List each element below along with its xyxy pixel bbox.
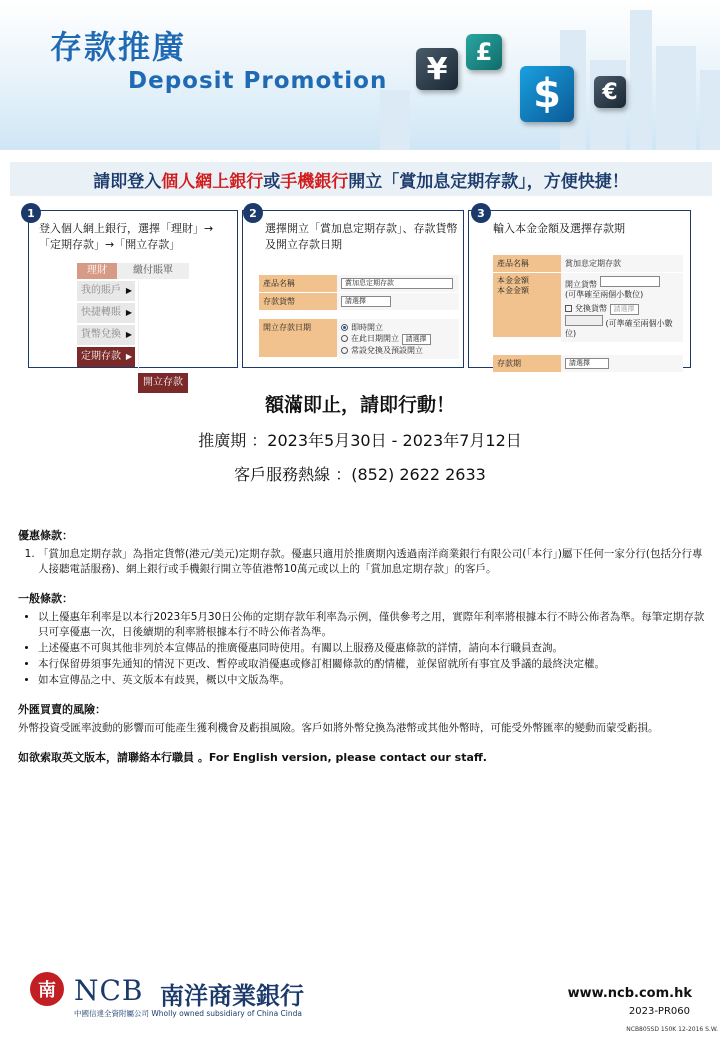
document-code: 2023-PR060 [628,1006,690,1017]
menu-illustration [77,263,219,388]
period-select: 請選擇 [565,358,609,369]
menu-item: 快捷轉賬 ▶ [77,303,135,323]
step-number: 3 [471,203,491,223]
step-3-panel [468,206,691,368]
form-label: 開立存款日期 [259,319,337,357]
menu-tab-bills: 繳付賬單 [117,263,189,279]
building-shape [380,90,410,150]
triangle-right-icon: ▶ [125,330,132,339]
step-number: 2 [243,203,263,223]
form-label: 產品名稱 [259,275,337,292]
general-terms-title: 一般條款： [18,592,73,605]
form-label: 存款貨幣 [259,293,337,310]
dollar-icon: $ [520,66,574,122]
menu-item-selected: 定期存款 ▶ [77,347,135,367]
date-select: 請選擇 [402,334,431,345]
general-term-item: • 上述優惠不可與其他非列於本宣傳品的推廣優惠同時使用。有關以上服務及優惠條款的詳情，請向本行職員查詢。 [38,641,708,656]
product-select: 賞加息定期存款 [341,278,453,289]
triangle-right-icon: ▶ [125,308,132,317]
promo-period: 推廣期 ：2023年5月30日 - 2023年7月12日 [198,431,522,450]
step-2-panel [242,206,464,368]
triangle-right-icon: ▶ [125,352,132,361]
euro-icon: € [594,76,626,108]
logo-text-en: NCB [74,974,144,1007]
pound-icon: £ [466,34,502,70]
submenu-area [138,281,188,371]
ncb-logo-mark: 南 [30,972,64,1006]
amount-input [600,276,660,287]
step-3-text: 輸入本金金額及選擇存款期 [493,222,625,235]
general-term-item: • 以上優惠年利率是以本行2023年5月30日公佈的定期存款年利率為示例，僅供參考之用，實際年利率將根據本行不時公佈者為準。每筆定期存款只可享優惠一次，日後續期的利率將根據本行不時公佈者為準。 [38,610,708,640]
general-term-item: • 如本宣傳品之中、英文版本有歧異，概以中文版為準。 [38,673,708,688]
headline-text: 或 [263,171,281,192]
triangle-right-icon: ▶ [125,286,132,295]
step-2-text: 選擇開立「賞加息定期存款」、存款貨幣及開立存款日期 [265,222,458,251]
form-illustration: 產品名稱 賞加息定期存款 本金金額 本金金額 開立貨幣 (可準確至兩個小數位) 兌換貨幣 請選擇 (可準確至兩個小數位) 存款期 請選擇 [493,255,683,373]
offer-terms-title: 優惠條款： [18,529,73,542]
radio [341,335,348,342]
website-link[interactable]: www.ncb.com.hk [567,986,692,1001]
exchange-select: 請選擇 [610,304,639,315]
menu-item: 貨幣兌換 ▶ [77,325,135,345]
step-number: 1 [21,203,41,223]
print-code: NCB805SD 150K 12-2016 S.W. [626,1026,718,1033]
building-shape [630,10,652,150]
form-label: 本金金額 本金金額 [493,273,561,337]
banner-title-en: Deposit Promotion [128,68,388,94]
radio [341,347,348,354]
fx-risk-text: 外幣投資受匯率波動的影響而可能產生獲利機會及虧損風險。客戶如將外幣兌換為港幣或其他外幣時，可能受外幣匯率的變動而蒙受虧損。 [18,722,659,734]
currency-select: 請選擇 [341,296,391,307]
radio-selected [341,324,348,331]
form-illustration: 產品名稱 賞加息定期存款 存款貨幣 請選擇 開立存款日期 即時開立 在此日期開立 請選擇 常設兌換及預設開立 [259,275,459,360]
logo-text-zh: 南洋商業銀行 [160,981,304,1010]
headline-text: 請即登入 [93,171,162,192]
submenu-item-open-deposit: 開立存款 [138,373,188,393]
fx-risk-title: 外匯買賣的風險： [18,703,106,716]
building-shape [656,46,696,150]
menu-tab-wealth: 理財 [77,263,117,279]
headline [10,162,712,196]
hotline: 客戶服務熱線 ：(852) 2622 2633 [234,465,486,484]
offer-term-item: 1. 「賞加息定期存款」為指定貨幣(港元/美元)定期存款。優惠只適用於推廣期內透過南洋商業銀行有限公司(「本行」)屬下任何一家分行(包括分行專人接聽電話服務)、網上銀行或手機銀行開立等值港幣10萬元或以上的「賞加息定期存款」的客戶。 [38,547,708,577]
headline-highlight: 個人網上銀行 [161,171,264,192]
exchange-input [565,315,603,326]
call-to-action: 額滿即止，請即行動！ [264,394,455,416]
subsidiary-note: 中國信達全資附屬公司 Wholly owned subsidiary of China Cinda [74,1009,302,1018]
form-value: 賞加息定期存款 [561,255,683,272]
terms-section [18,528,708,765]
yen-icon: ¥ [416,48,458,90]
banner-title-zh: 存款推廣 [50,28,187,66]
general-term-item: • 本行保留毋須事先通知的情況下更改、暫停或取消優惠或修訂相關條款的酌情權，並保留就所有事宜及爭議的最終決定權。 [38,657,708,672]
step-1-text: 登入個人網上銀行，選擇「理財」→「定期存款」→「開立存款」 [39,222,214,251]
building-shape [700,70,720,150]
form-label: 存款期 [493,355,561,372]
headline-highlight: 手機銀行 [280,171,349,192]
step-1-panel [27,206,238,388]
form-label: 產品名稱 [493,255,561,272]
menu-item: 我的賬戶 ▶ [77,281,135,301]
checkbox [565,305,572,312]
headline-text: 開立「賞加息定期存款」，方便快捷！ [348,171,629,192]
header-banner [0,0,720,150]
english-version-note: 如欲索取英文版本，請聯絡本行職員 。For English version, please contact our staff. [18,751,487,764]
